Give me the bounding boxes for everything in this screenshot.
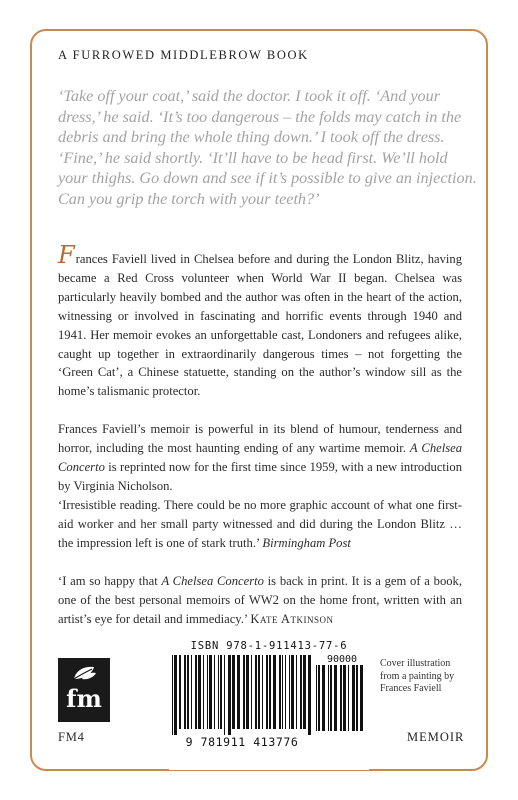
ean-number: 9 781911 413776 bbox=[185, 735, 299, 749]
series-label: A FURROWED MIDDLEBROW BOOK bbox=[58, 48, 309, 62]
review-p4-text-a: ‘I am so happy that bbox=[58, 574, 162, 588]
blurb-p2-text-a: Frances Faviell’s memoir is powerful in its blend of humour, tenderness and horror, including the most haunting ending of any wartime memoir. bbox=[58, 422, 462, 455]
category-label: MEMOIR bbox=[407, 730, 465, 744]
barcode bbox=[169, 640, 369, 770]
cover-credit bbox=[380, 658, 486, 696]
review-p4-text-b: is back in print. It is a gem of a book, one of the best personal memoirs of WW2 on the home front, written with an artist’s eye for detail and immediacy.’ bbox=[58, 574, 462, 626]
publisher-logo bbox=[58, 658, 110, 722]
cover-credit-line-3: Frances Faviell bbox=[380, 683, 442, 694]
review-p3-text: ‘Irresistible reading. There could be no more graphic account of what one first-aid worker and her small party witnessed and did during the London Blitz … the impression left is one of stark truth.’ bbox=[58, 498, 462, 550]
isbn-text: ISBN 978-1-911413-77-6 bbox=[190, 640, 348, 652]
blurb-paragraph-2 bbox=[58, 420, 462, 496]
logo-text: fm bbox=[66, 684, 102, 713]
publisher-code: FM4 bbox=[58, 730, 85, 744]
leaf-icon bbox=[70, 664, 98, 682]
addon-number: 90000 bbox=[326, 654, 358, 665]
addon-barcode-bars bbox=[316, 665, 366, 735]
blurb-p1-text: rances Faviell lived in Chelsea before and during the London Blitz, having became a Red Cross volunteer when World War II began. Chelsea was particularly heavily bombed and the author was often in the heart of the action, witnessing or involved in fascinating and horrific events through 1940 and 1941. Her memoir evokes an unforgettable cast, Londoners and refugees alike, caught up together in extraordinarily dangerous times – not forgetting the ‘Green Cat’, a Chinese statuette, standing on the author’s window sill as the home’s talismanic protector. bbox=[58, 252, 462, 399]
drop-cap: F bbox=[58, 241, 75, 269]
review-source: Birmingham Post bbox=[262, 535, 351, 550]
blurb-p2-text-b: is reprinted now for the first time since 1959, with a new introduction by Virginia Nicholson. bbox=[58, 459, 462, 493]
review-author: Kate Atkinson bbox=[250, 611, 334, 626]
ean-barcode-bars bbox=[172, 655, 314, 735]
blurb-paragraph-1 bbox=[58, 241, 462, 401]
pull-quote: ‘Take off your coat,’ said the doctor. I took it off. ‘And your dress,’ he said. ‘It’s too dangerous – the folds may catch in the debris and bring the whole thing down.’ I took off the dress. ‘Fine,’ he said shortly. ‘It’ll have to be head first. We’ll hold your thighs. Go down and see if it’s possible to give an injection. Can you grip the torch with your teeth?’ bbox=[58, 87, 477, 208]
review-birmingham-post bbox=[58, 496, 462, 553]
cover-credit-line-2: from a painting by bbox=[380, 670, 455, 682]
cover-credit-line-1: Cover illustration bbox=[380, 658, 451, 669]
review-kate-atkinson bbox=[58, 572, 462, 629]
book-title-2: A Chelsea Concerto bbox=[161, 574, 264, 588]
book-title: A Chelsea Concerto bbox=[58, 440, 463, 474]
